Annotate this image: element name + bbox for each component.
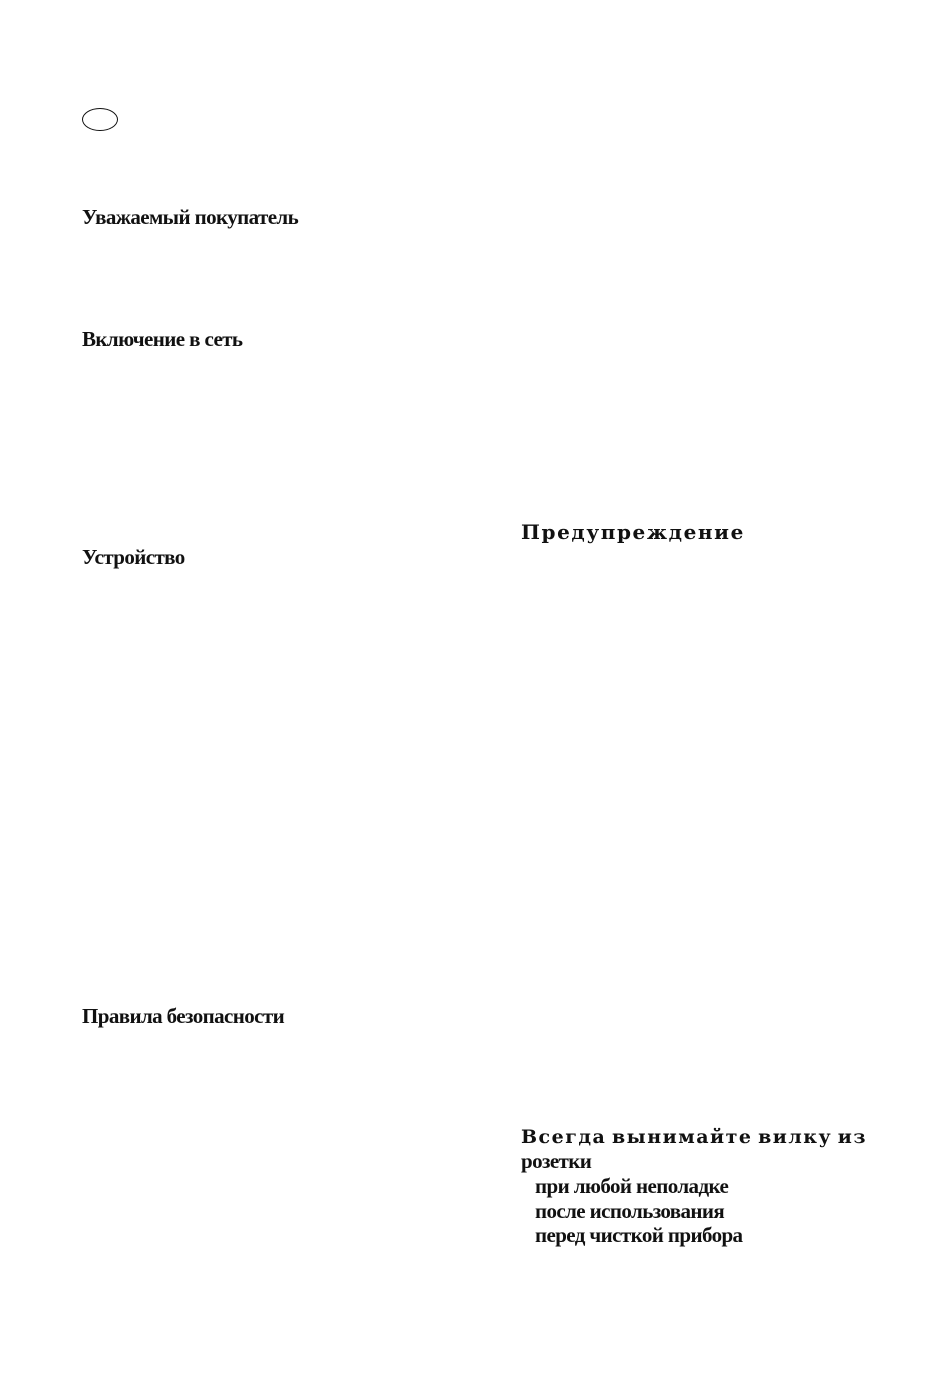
language-badge [82, 108, 118, 131]
device-heading: Устройство [82, 545, 185, 569]
unplug-title-word: вилку [758, 1126, 833, 1148]
unplug-title-word: Всегда [521, 1126, 607, 1148]
dear-customer-heading: Уважаемый покупатель [82, 205, 299, 229]
unplug-title-word: из [837, 1126, 867, 1148]
list-item: после использования [535, 1198, 725, 1223]
power-connection-heading: Включение в сеть [82, 327, 243, 351]
unplug-title-line [521, 1125, 867, 1149]
list-item: перед чисткой прибора [535, 1223, 743, 1247]
unplug-title [521, 1125, 867, 1174]
list-item: при любой неполадке [535, 1174, 729, 1198]
warning-heading: Предупреждение [521, 520, 745, 544]
unplug-conditions-list [521, 1174, 867, 1248]
safety-rules-heading: Правила безопасности [82, 1004, 285, 1028]
unplug-instructions [521, 1125, 867, 1248]
unplug-title-word: вынимайте [611, 1126, 753, 1148]
unplug-title-continuation: розетки [521, 1149, 592, 1173]
